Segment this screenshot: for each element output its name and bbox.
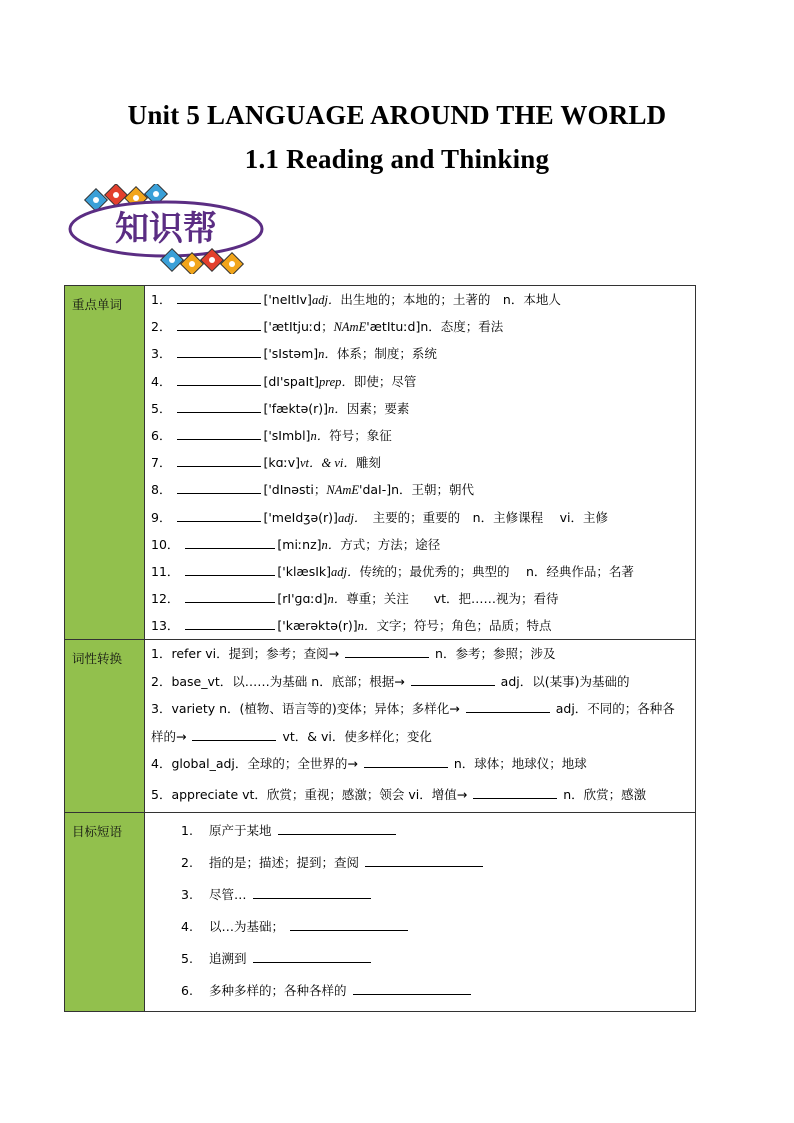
vocab-row	[151, 340, 695, 367]
answer-blank[interactable]	[278, 820, 396, 835]
phonetic: [miːnz]	[277, 536, 322, 552]
answer-blank[interactable]	[177, 343, 261, 358]
phonetic: ['meIdʒə(r)]	[263, 509, 338, 525]
vocab-row	[151, 313, 695, 340]
phonetic: ['fæktə(r)]	[263, 400, 329, 416]
item-number: 8．	[151, 482, 172, 498]
item-number: 12．	[151, 591, 180, 607]
part-of-speech: n．	[318, 347, 337, 362]
answer-blank[interactable]	[253, 884, 371, 899]
definition: 符号；象征	[329, 427, 392, 443]
vocab-section	[65, 286, 696, 640]
vocab-row	[151, 449, 695, 476]
definition: 'ætItuːd]n．态度；看法	[366, 319, 504, 335]
part-of-speech: n．	[328, 401, 347, 416]
phrase-row	[151, 911, 695, 943]
answer-blank[interactable]	[473, 784, 557, 799]
item-number: 6．	[151, 427, 172, 443]
vocab-list	[151, 286, 695, 639]
zhishibang-badge-logo	[66, 184, 276, 274]
phonetic: [rI'ɡɑːd]	[277, 591, 328, 607]
part-of-speech: adj．	[337, 510, 361, 525]
answer-blank[interactable]	[177, 316, 261, 331]
item-number: 7．	[151, 455, 172, 471]
phrase-text: 指的是；描述；提到；查阅	[209, 854, 360, 870]
answer-blank[interactable]	[177, 398, 261, 413]
vocab-row	[151, 612, 695, 639]
item-number: 3．	[151, 346, 172, 362]
phonetic: [dI'spaIt]	[263, 373, 319, 389]
answer-blank[interactable]	[192, 726, 276, 741]
answer-blank[interactable]	[177, 507, 261, 522]
phrase-text: 原产于某地	[209, 822, 272, 838]
answer-blank[interactable]	[185, 588, 275, 603]
part-of-speech: NAmE	[326, 483, 360, 498]
answer-blank[interactable]	[177, 479, 261, 494]
part-of-speech: NAmE	[333, 320, 367, 335]
definition: 因素；要素	[346, 400, 410, 416]
item-number: 11．	[151, 563, 180, 579]
vocab-row	[151, 585, 695, 612]
phonetic: ['sImbl]	[263, 427, 311, 443]
vocab-row	[151, 395, 695, 422]
answer-blank[interactable]	[177, 452, 261, 467]
vocab-row	[151, 504, 695, 531]
answer-blank[interactable]	[177, 289, 261, 304]
phrase-row	[151, 879, 695, 911]
item-number: 2．	[151, 319, 172, 335]
phonetic: ['ætItjuːd；	[263, 319, 334, 335]
part-of-speech: n．	[321, 537, 341, 552]
item-number: 6.	[181, 982, 193, 998]
definition: 文字；符号；角色；品质；特点	[376, 618, 552, 634]
list-item: 2．base_vt．以……为基础 n．底部；根据→ adj．以(某事)为基础的	[151, 668, 695, 696]
answer-blank[interactable]	[185, 534, 275, 549]
answer-blank[interactable]	[411, 671, 495, 686]
knowledge-table	[64, 285, 696, 1012]
definition: 'daI-]n．王朝；朝代	[359, 482, 475, 498]
page-title: Unit 5 LANGUAGE AROUND THE WORLD	[127, 100, 667, 130]
answer-blank[interactable]	[466, 698, 550, 713]
answer-blank[interactable]	[353, 980, 471, 995]
vocab-row	[151, 558, 695, 585]
list-item: 4．global_adj．全球的；全世界的→ n．球体；地球仪；地球	[151, 750, 695, 778]
vocab-row	[151, 476, 695, 503]
item-number: 4．	[151, 373, 172, 389]
phonetic: [kɑːv]	[263, 455, 300, 471]
answer-blank[interactable]	[185, 615, 275, 630]
item-number: 13．	[151, 618, 180, 634]
answer-blank[interactable]	[253, 948, 371, 963]
definition: 主要的；重要的 n．主修课程 vi．主修	[360, 509, 608, 525]
phrase-row	[151, 975, 695, 1007]
item-number: 3.	[181, 886, 193, 902]
answer-blank[interactable]	[364, 753, 448, 768]
part-of-speech: n．	[327, 592, 347, 607]
definition: 即使；尽管	[353, 373, 417, 389]
phrase-text: 多种多样的；各种各样的	[209, 982, 347, 998]
badge-text: 知识帮	[115, 209, 217, 249]
definition: 体系；制度；系统	[336, 346, 437, 362]
part-of-speech: vt．& vi．	[300, 456, 356, 471]
definition: 出生地的；本地的；土著的 n．本地人	[340, 292, 561, 307]
part-of-speech: prep．	[318, 374, 354, 389]
item-number: 2.	[181, 854, 193, 870]
phrase-list	[151, 813, 695, 1011]
answer-blank[interactable]	[177, 425, 261, 440]
phrase-row	[151, 943, 695, 975]
item-number: 4.	[181, 918, 193, 934]
vocab-row	[151, 286, 695, 313]
phrase-row	[151, 847, 695, 879]
phrase-text: 尽管…	[209, 886, 247, 902]
answer-blank[interactable]	[365, 852, 483, 867]
item-number: 9．	[151, 509, 172, 525]
phrase-row	[151, 815, 695, 847]
phrases-section	[65, 812, 696, 1011]
phrase-text: 追溯到	[209, 950, 247, 966]
item-number: 1．	[151, 292, 172, 307]
part-of-speech: n．	[357, 619, 377, 634]
vocab-label: 重点单词	[65, 286, 145, 640]
phonetic: ['sIstəm]	[263, 346, 319, 362]
part-of-speech: n．	[310, 428, 330, 443]
definition: 雕刻	[355, 455, 381, 471]
answer-blank[interactable]	[290, 916, 408, 931]
definition: 传统的；最优秀的；典型的 n．经典作品；名著	[359, 563, 634, 579]
conversion-label: 词性转换	[65, 640, 145, 813]
list-item: 样的→ vt．& vi．使多样化；变化	[151, 723, 695, 751]
definition: 尊重；关注 vt．把……视为；看待	[346, 591, 559, 607]
answer-blank[interactable]	[345, 643, 429, 658]
conversion-section	[65, 640, 696, 813]
list-item: 5．appreciate vt．欣赏；重视；感激；领会 vi．增值→ n．欣赏；感激	[151, 778, 695, 812]
item-number: 1.	[181, 822, 193, 838]
part-of-speech: adj．	[331, 564, 360, 579]
item-number: 10．	[151, 536, 180, 552]
list-item: 3．variety n．(植物、语言等的)变体；异体；多样化→ adj．不同的；各种各	[151, 695, 695, 723]
list-item: 1．refer vi．提到；参考；查阅→ n．参考；参照；涉及	[151, 640, 695, 668]
answer-blank[interactable]	[177, 371, 261, 386]
answer-blank[interactable]	[185, 561, 275, 576]
phrases-label: 目标短语	[65, 812, 145, 1011]
phonetic: ['klæsIk]	[277, 563, 332, 579]
item-number: 5．	[151, 400, 172, 416]
vocab-row	[151, 368, 695, 395]
phonetic: ['kærəktə(r)]	[277, 618, 358, 634]
definition: 方式；方法；途径	[340, 536, 441, 552]
item-number: 5.	[181, 950, 193, 966]
phrase-text: 以…为基础；	[209, 918, 285, 934]
phonetic: ['dInəsti；	[263, 482, 327, 498]
phonetic: ['neItIv]	[263, 292, 312, 307]
vocab-row	[151, 422, 695, 449]
vocab-row	[151, 531, 695, 558]
page-subtitle: 1.1 Reading and Thinking	[244, 144, 550, 174]
part-of-speech: adj．	[311, 293, 341, 307]
